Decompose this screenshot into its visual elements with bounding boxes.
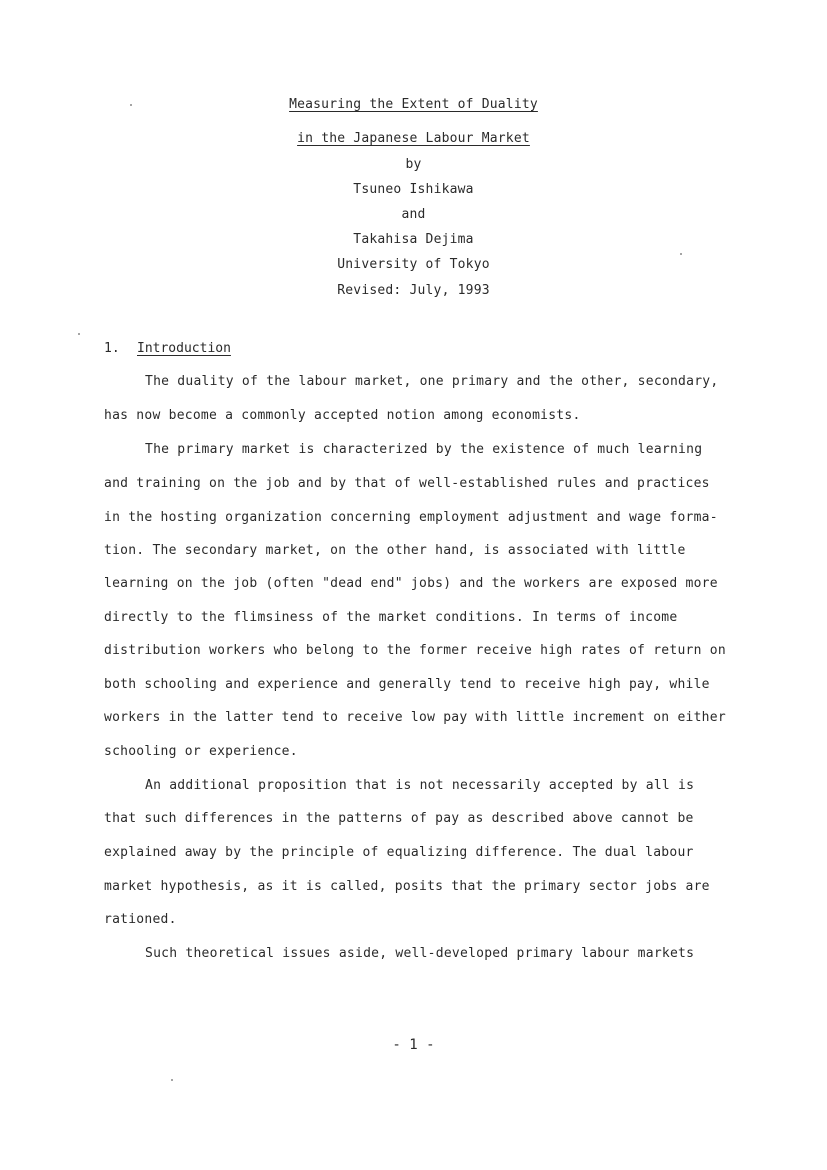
title-and: and bbox=[401, 207, 426, 222]
text-line: distribution workers who belong to the former receive high rates of return on bbox=[104, 643, 726, 658]
author-2: Takahisa Dejima bbox=[353, 232, 474, 247]
text-line: The primary market is characterized by the existence of much learning bbox=[145, 442, 703, 457]
section-title: Introduction bbox=[137, 341, 231, 356]
revised-date: Revised: July, 1993 bbox=[337, 283, 490, 298]
text-line: learning on the job (often "dead end" jobs) and the workers are exposed more bbox=[104, 576, 718, 591]
text-line: workers in the latter tend to receive low pay with little increment on either bbox=[104, 710, 726, 725]
page-number: - 1 - bbox=[392, 1037, 435, 1053]
text-line: has now become a commonly accepted notion among economists. bbox=[104, 408, 581, 423]
title-line-2: in the Japanese Labour Market bbox=[297, 131, 530, 146]
section-number: 1. bbox=[104, 341, 120, 356]
title-by: by bbox=[405, 157, 422, 172]
text-line: Such theoretical issues aside, well-developed primary labour markets bbox=[145, 946, 695, 961]
scan-speck bbox=[78, 333, 80, 335]
scan-speck bbox=[171, 1079, 173, 1081]
text-line: and training on the job and by that of well-established rules and practices bbox=[104, 476, 710, 491]
text-line: directly to the flimsiness of the market conditions. In terms of income bbox=[104, 610, 678, 625]
scan-speck bbox=[130, 104, 132, 106]
affiliation: University of Tokyo bbox=[337, 257, 490, 272]
text-line: in the hosting organization concerning employment adjustment and wage forma- bbox=[104, 510, 718, 525]
text-line: The duality of the labour market, one primary and the other, secondary, bbox=[145, 374, 719, 389]
text-line: that such differences in the patterns of pay as described above cannot be bbox=[104, 811, 694, 826]
text-line: explained away by the principle of equalizing difference. The dual labour bbox=[104, 845, 694, 860]
author-1: Tsuneo Ishikawa bbox=[353, 182, 474, 197]
text-line: market hypothesis, as it is called, posits that the primary sector jobs are bbox=[104, 879, 710, 894]
text-line: both schooling and experience and generally tend to receive high pay, while bbox=[104, 677, 710, 692]
title-line-1: Measuring the Extent of Duality bbox=[289, 97, 538, 112]
text-line: An additional proposition that is not necessarily accepted by all is bbox=[145, 778, 695, 793]
text-line: rationed. bbox=[104, 912, 177, 927]
scan-speck bbox=[680, 253, 682, 255]
text-line: schooling or experience. bbox=[104, 744, 298, 759]
text-line: tion. The secondary market, on the other hand, is associated with little bbox=[104, 543, 686, 558]
